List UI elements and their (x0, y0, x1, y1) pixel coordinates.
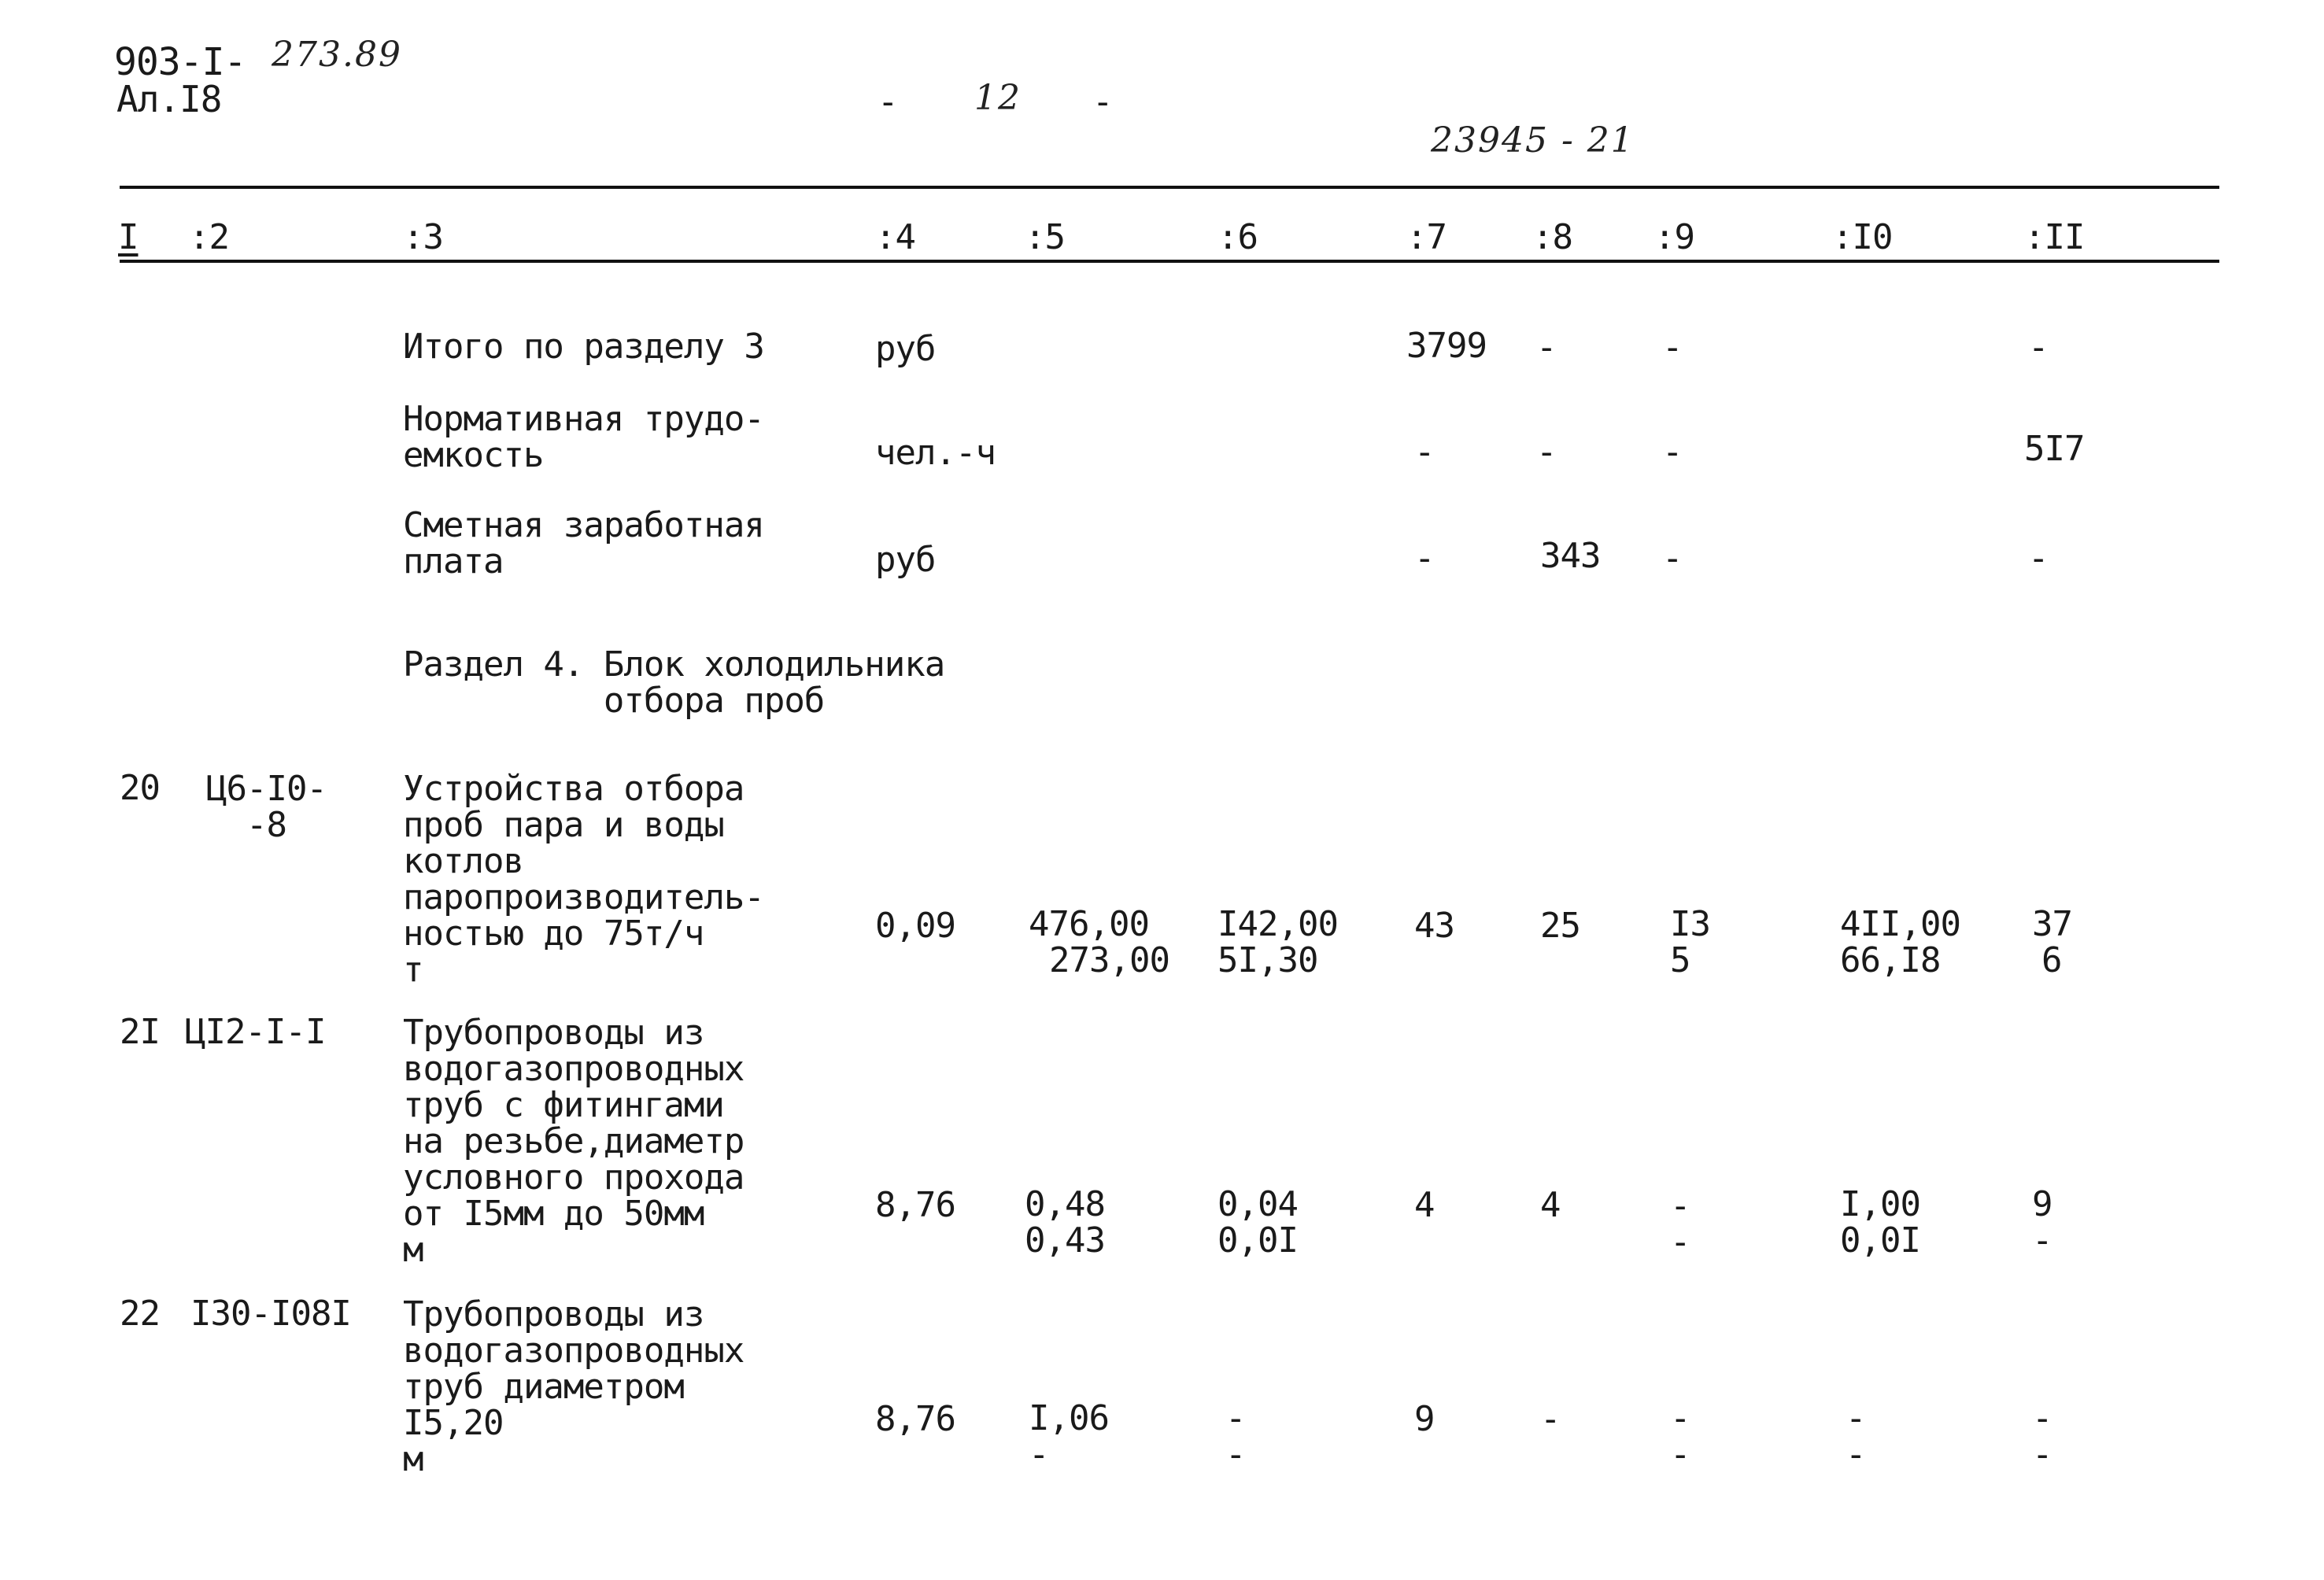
summary-c11: 5I7 (2024, 429, 2085, 469)
col-10: :I0 (1832, 217, 1893, 257)
col-2: :2 (189, 217, 229, 257)
top-rule (120, 186, 2219, 189)
row-c8: - (1540, 1399, 1561, 1439)
row-code: Ц6-I0- -8 (206, 769, 327, 845)
page-dash-left: - (878, 82, 898, 122)
row-c8: 4 (1540, 1185, 1561, 1225)
row-name: Трубопроводы из водогазопроводных труб с фитингами на резьбе,диаметр условного прохода от I5мм до 50мм м (403, 1013, 744, 1270)
row-number: 22 (120, 1294, 160, 1334)
page-dash-right: - (1092, 82, 1113, 122)
col-11: :II (2024, 217, 2085, 257)
row-c9: - - (1670, 1398, 1690, 1475)
doc-code: 903-I- (114, 40, 246, 84)
row-c6: 0,04 0,0I (1217, 1184, 1298, 1261)
summary-c9: - (1662, 327, 1683, 367)
col-1: I (118, 217, 139, 257)
row-c5: 476,00 273,00 (1029, 904, 1169, 980)
row-name: Устройства отбора проб пара и воды котлов паропроизводитель- ностью до 75т/ч т (403, 769, 764, 990)
summary-c8: 343 (1540, 536, 1601, 576)
row-code: I30-I08I (190, 1294, 351, 1334)
summary-c11: - (2028, 538, 2049, 578)
summary-label: Сметная заработная плата (403, 505, 764, 581)
row-c5: I,06 - (1029, 1398, 1109, 1475)
row-c11: - - (2032, 1398, 2052, 1475)
summary-c11: - (2028, 327, 2049, 367)
row-c5: 0,48 0,43 (1025, 1184, 1105, 1261)
sheet-label: Ал.I8 (116, 78, 222, 120)
row-c6: - - (1225, 1398, 1246, 1475)
row-c7: 4 (1414, 1185, 1435, 1225)
doc-code-handwritten: 273.89 (272, 35, 402, 75)
row-c11: 37 6 (2032, 904, 2072, 980)
summary-c8: - (1536, 327, 1557, 367)
row-c10: I,00 0,0I (1840, 1184, 1920, 1261)
summary-label: Нормативная трудо- емкость (403, 399, 764, 475)
row-c10: - - (1846, 1398, 1866, 1475)
row-c7: 43 (1414, 906, 1454, 946)
header-rule (120, 260, 2219, 263)
summary-unit: руб (875, 329, 936, 369)
row-qty: 8,76 (875, 1185, 955, 1225)
col-3: :3 (403, 217, 443, 257)
row-number: 20 (120, 768, 160, 808)
col-4: :4 (875, 217, 915, 257)
section-heading: Раздел 4. Блок холодильника отбора проб (403, 644, 945, 721)
row-c11: 9 - (2032, 1184, 2052, 1261)
summary-c9: - (1662, 432, 1683, 472)
row-name: Трубопроводы из водогазопроводных труб диаметром I5,20 м (403, 1294, 744, 1479)
summary-unit: чел.-ч (875, 433, 996, 473)
row-c6: I42,00 5I,30 (1217, 904, 1338, 980)
summary-c9: - (1662, 538, 1683, 578)
row-c10: 4II,00 66,I8 (1840, 904, 1960, 980)
col-7: :7 (1406, 217, 1446, 257)
row-qty: 8,76 (875, 1399, 955, 1439)
row-c8: 25 (1540, 906, 1580, 946)
summary-label: Итого по разделу 3 (403, 327, 764, 367)
summary-c7: 3799 (1406, 326, 1487, 366)
summary-unit: руб (875, 540, 936, 580)
row-qty: 0,09 (875, 906, 955, 946)
summary-c8: - (1536, 432, 1557, 472)
row-c7: 9 (1414, 1399, 1435, 1439)
row-code: ЦI2-I-I (185, 1012, 326, 1052)
doc-number-handwritten: 23945 - 21 (1431, 120, 1635, 161)
summary-c7: - (1414, 432, 1435, 472)
col-8: :8 (1532, 217, 1572, 257)
col-5: :5 (1025, 217, 1065, 257)
summary-c7: - (1414, 538, 1435, 578)
col-6: :6 (1217, 217, 1258, 257)
page-number: 12 (974, 78, 1022, 118)
row-c9: - - (1670, 1186, 1690, 1262)
row-c9: I3 5 (1670, 904, 1710, 980)
row-number: 2I (120, 1012, 160, 1052)
col-9: :9 (1654, 217, 1694, 257)
